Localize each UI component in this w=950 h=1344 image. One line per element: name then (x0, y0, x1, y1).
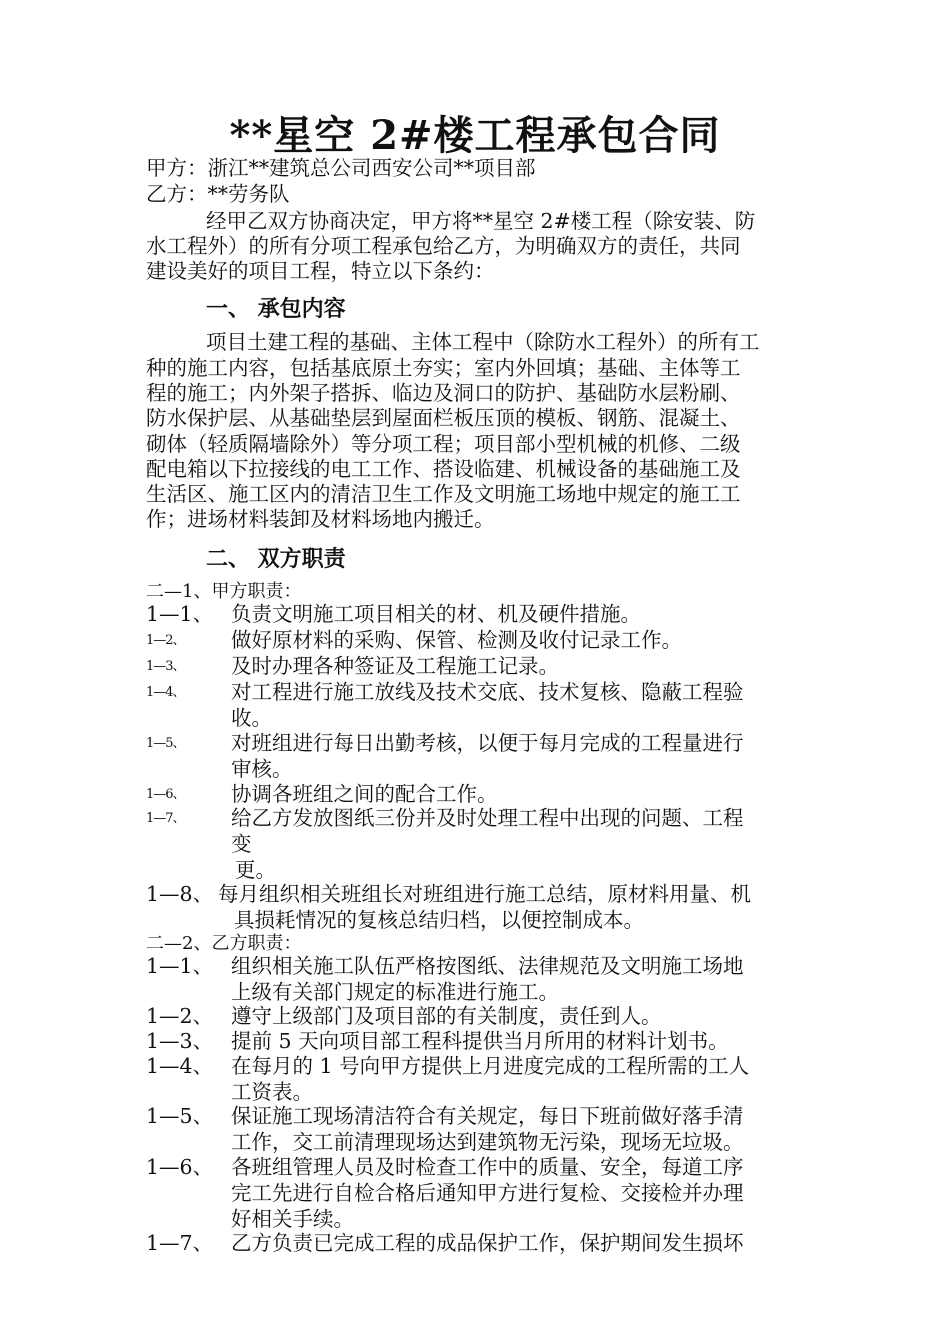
item-number: 1—6、 (146, 787, 185, 802)
item-text-line: 给乙方发放图纸三份并及时处理工程中出现的问题、工程 (231, 806, 744, 830)
item-text-line: 完工先进行自检合格后通知甲方进行复检、交接检并办理 (231, 1181, 744, 1205)
item-text-line: 各班组管理人员及时检查工作中的质量、安全，每道工序 (231, 1155, 744, 1179)
item-text-line: 组织相关施工队伍严格按图纸、法律规范及文明施工场地 (231, 954, 744, 978)
party-a-duties-header: 二—1、甲方职责： (146, 581, 302, 602)
party-a-line: 甲方：浙江**建筑总公司西安公司**项目部 (146, 156, 536, 180)
item-text-line: 每月组织相关班组长对班组进行施工总结，原材料用量、机 (218, 882, 751, 906)
item-text-line: 审核。 (231, 757, 293, 781)
item-text-line: 做好原材料的采购、保管、检测及收付记录工作。 (231, 628, 682, 652)
section-heading-responsibilities: 二、 双方职责 (206, 546, 346, 572)
item-text-line: 好相关手续。 (231, 1207, 354, 1231)
item-text-line: 遵守上级部门及项目部的有关制度，责任到人。 (231, 1004, 662, 1028)
scope-line: 配电箱以下拉接线的电工工作、搭设临建、机械设备的基础施工及 (146, 457, 741, 481)
item-number: 1—5、 (146, 736, 185, 751)
section-heading-contract-scope: 一、 承包内容 (206, 296, 346, 322)
item-text (231, 627, 806, 653)
item-text-line: 对班组进行每日出勤考核，以便于每月完成的工程量进行 (231, 731, 744, 755)
document-title: **星空 2#楼工程承包合同 (229, 112, 721, 159)
item-text (231, 1230, 806, 1256)
intro-line: 建设美好的项目工程，特立以下条约： (146, 259, 495, 283)
intro-line: 水工程外）的所有分项工程承包给乙方，为明确双方的责任，共同 (146, 234, 741, 258)
party-b-duties-header: 二—2、乙方职责： (146, 933, 302, 954)
item-text (231, 1154, 806, 1232)
item-text (231, 1028, 806, 1054)
scope-line: 砌体（轻质隔墙除外）等分项工程；项目部小型机械的机修、二级 (146, 432, 741, 456)
item-text-line: 工资表。 (231, 1080, 313, 1104)
item-number: 1—5、 (146, 1104, 214, 1128)
item-text (231, 805, 806, 883)
item-text (218, 881, 808, 933)
item-text-line: 上级有关部门规定的标准进行施工。 (231, 980, 559, 1004)
item-text (231, 781, 806, 807)
item-text (231, 730, 806, 782)
scope-line: 种的施工内容，包括基底原土夯实；室内外回填；基础、主体等工 (146, 356, 741, 380)
item-text (231, 1003, 806, 1029)
item-number: 1—1、 (146, 954, 214, 978)
scope-line: 作；进场材料装卸及材料场地内搬迁。 (146, 507, 495, 531)
item-text (231, 653, 806, 679)
item-number: 1—7、 (146, 811, 185, 826)
item-text (231, 679, 806, 731)
item-text-line: 在每月的 1 号向甲方提供上月进度完成的工程所需的工人 (231, 1054, 750, 1078)
item-number: 1—1、 (146, 602, 214, 626)
item-text (231, 1103, 806, 1155)
scope-line: 生活区、施工区内的清洁卫生工作及文明施工场地中规定的施工工 (146, 482, 741, 506)
scope-line: 项目土建工程的基础、主体工程中（除防水工程外）的所有工 (206, 330, 760, 354)
item-text-line: 协调各班组之间的配合工作。 (231, 782, 498, 806)
item-number: 1—2、 (146, 633, 185, 648)
item-text-line: 工作，交工前清理现场达到建筑物无污染，现场无垃圾。 (231, 1130, 744, 1154)
item-text (231, 953, 806, 1005)
item-number: 1—4、 (146, 1054, 214, 1078)
item-number: 1—3、 (146, 659, 185, 674)
item-text-line: 保证施工现场清洁符合有关规定，每日下班前做好落手清 (231, 1104, 744, 1128)
item-text-line: 乙方负责已完成工程的成品保护工作，保护期间发生损坏 (231, 1231, 744, 1255)
scope-line: 防水保护层、从基础垫层到屋面栏板压顶的模板、钢筋、混凝土、 (146, 406, 741, 430)
item-number: 1—4、 (146, 685, 185, 700)
intro-line: 经甲乙双方协商决定，甲方将**星空 2#楼工程（除安装、防 (206, 209, 756, 233)
item-number: 1—2、 (146, 1004, 214, 1028)
item-text-line: 负责文明施工项目相关的材、机及硬件措施。 (231, 602, 641, 626)
item-text-line: 收。 (231, 706, 272, 730)
item-text-line: 变 (231, 832, 252, 856)
item-text-line: 更。 (235, 858, 276, 882)
item-number: 1—8、 (146, 882, 214, 906)
item-text (231, 601, 806, 627)
item-number: 1—6、 (146, 1155, 214, 1179)
item-text-line: 及时办理各种签证及工程施工记录。 (231, 654, 559, 678)
party-b-line: 乙方：**劳务队 (146, 182, 290, 206)
item-text-line: 具损耗情况的复核总结归档，以便控制成本。 (234, 908, 644, 932)
scope-line: 程的施工；内外架子搭拆、临边及洞口的防护、基础防水层粉刷、 (146, 381, 741, 405)
item-text (231, 1053, 806, 1105)
item-text-line: 提前 5 天向项目部工程科提供当月所用的材料计划书。 (231, 1029, 729, 1053)
item-number: 1—7、 (146, 1231, 214, 1255)
item-text-line: 对工程进行施工放线及技术交底、技术复核、隐蔽工程验 (231, 680, 744, 704)
item-number: 1—3、 (146, 1029, 214, 1053)
